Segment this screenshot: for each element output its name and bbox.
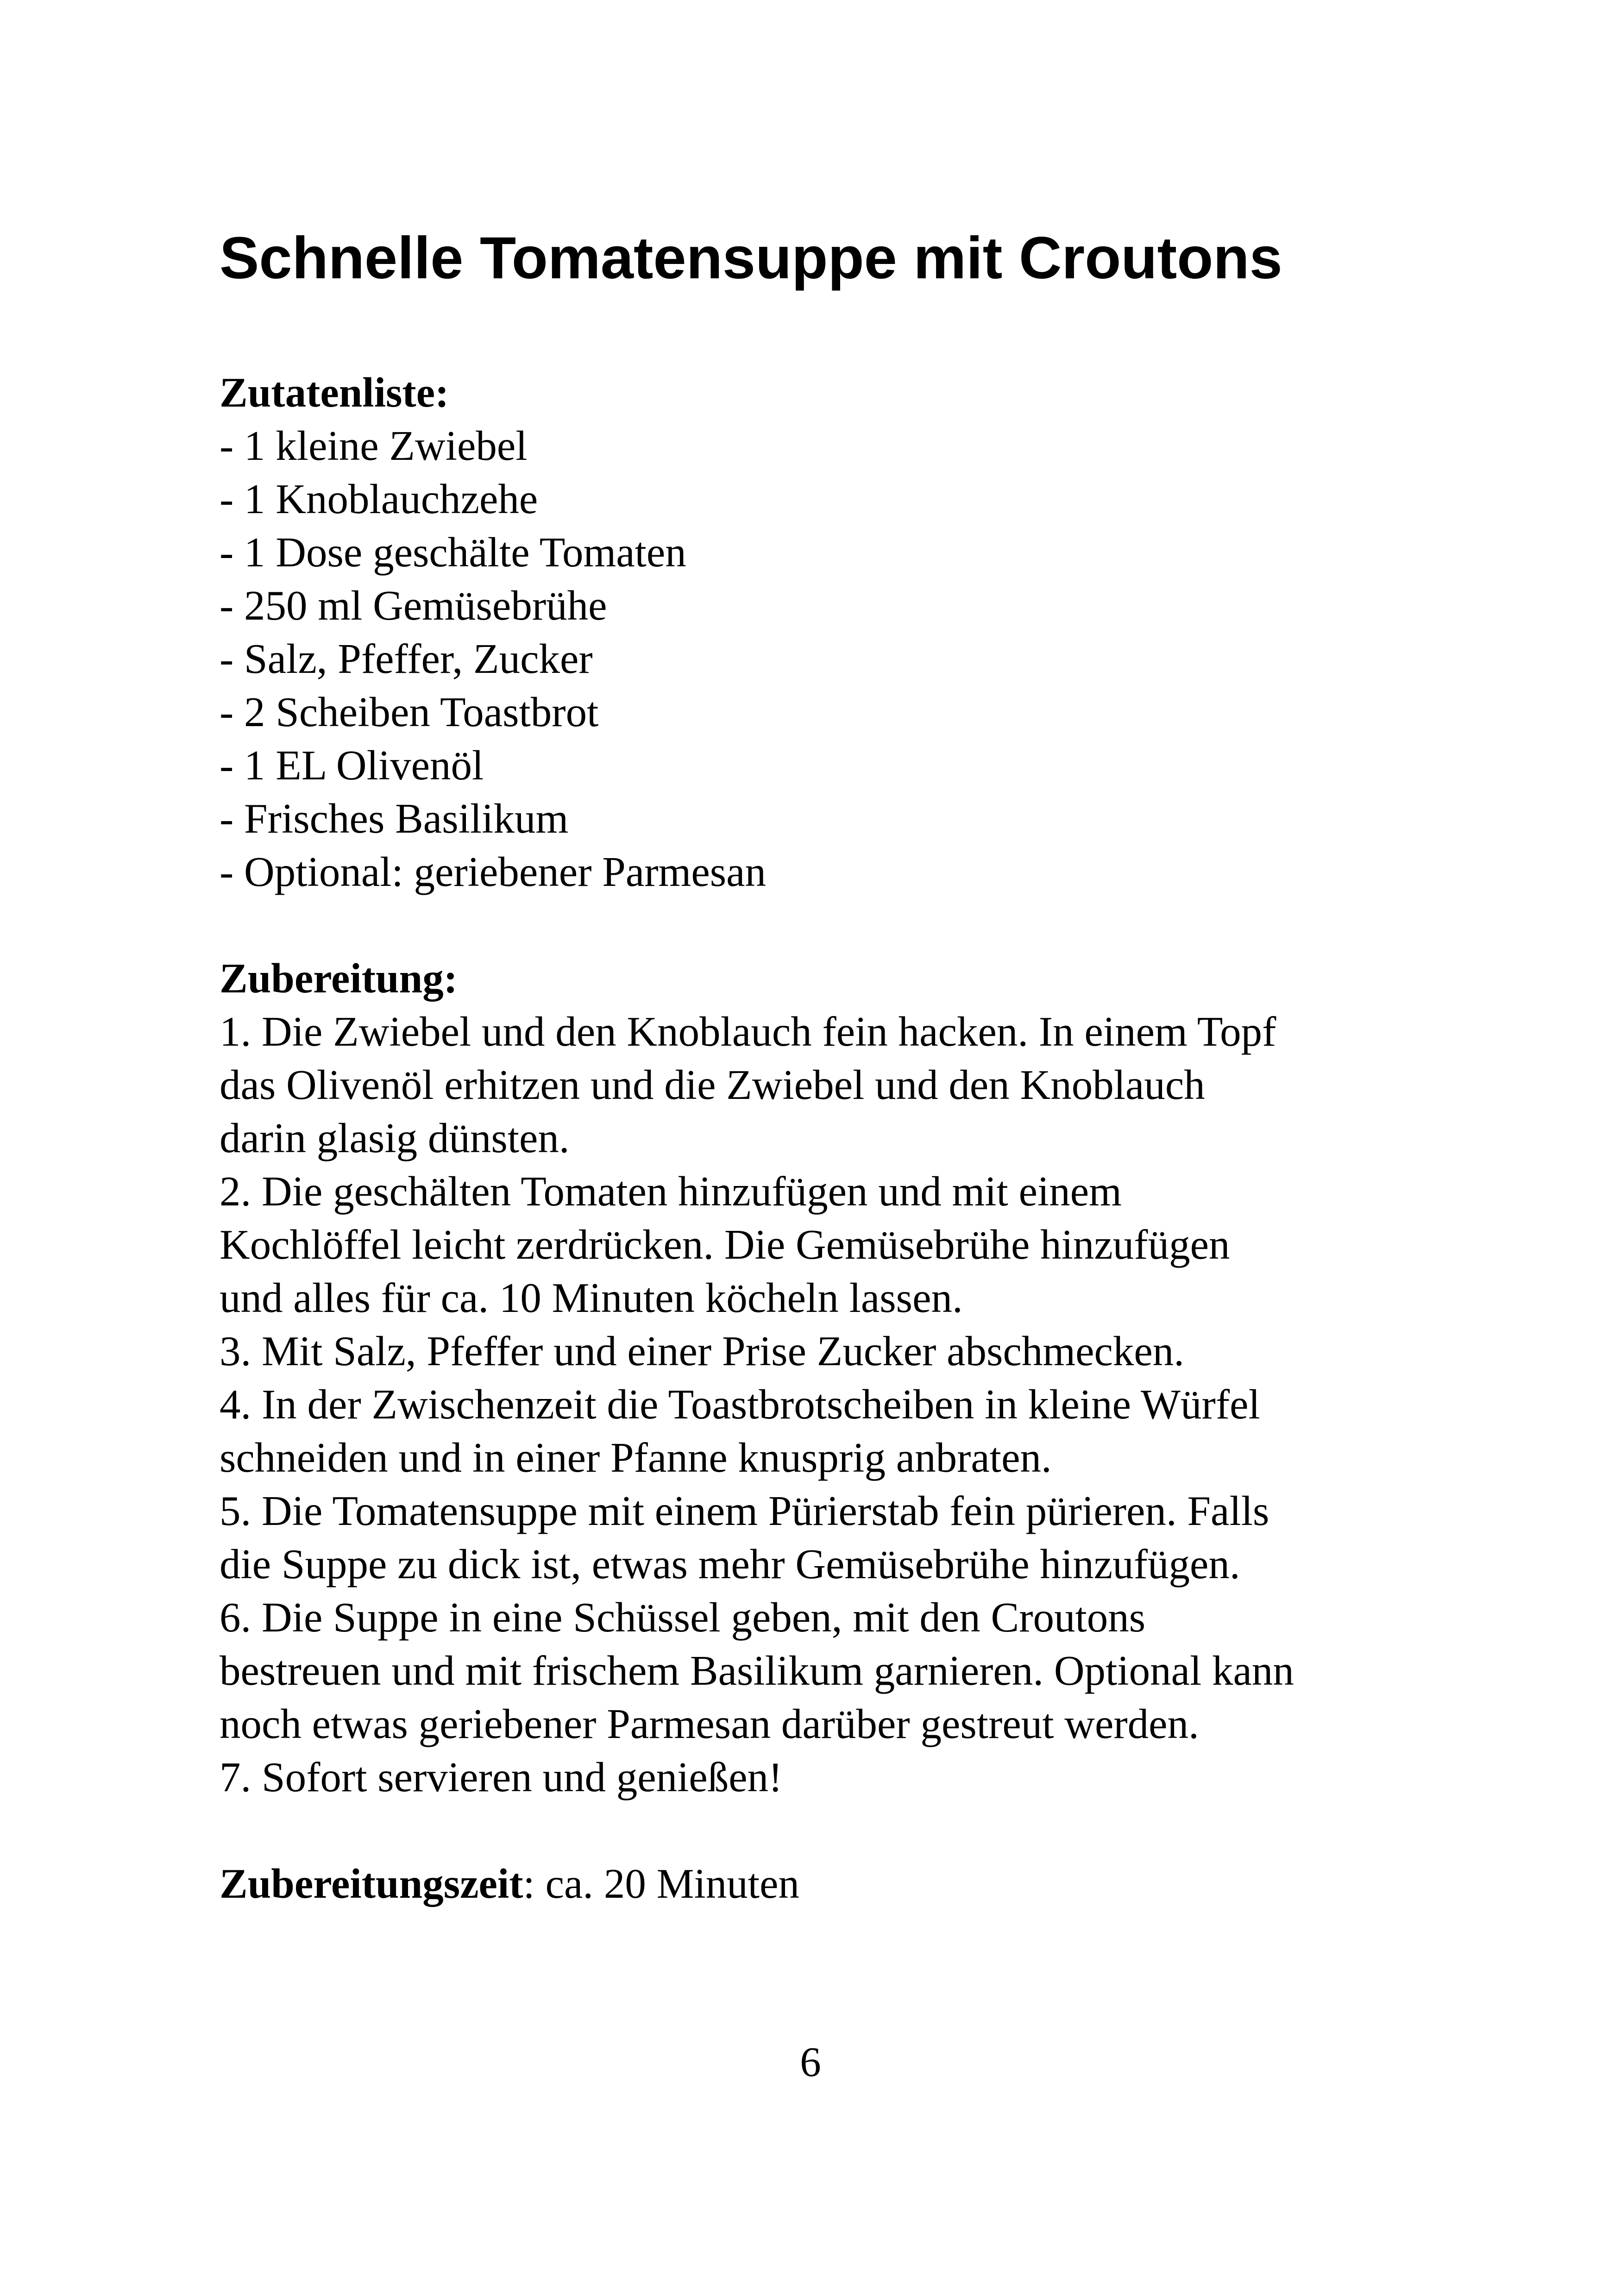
recipe-title: Schnelle Tomatensuppe mit Croutons: [220, 225, 1282, 291]
ingredient-item: - 1 Dose geschälte Tomaten: [220, 529, 686, 576]
preparation-line: noch etwas geriebener Parmesan darüber gestreut werden.: [220, 1700, 1199, 1747]
preparation-line: 2. Die geschälten Tomaten hinzufügen und mit einem: [220, 1168, 1122, 1215]
ingredient-item: - 250 ml Gemüsebrühe: [220, 582, 607, 629]
ingredient-item: - 1 kleine Zwiebel: [220, 422, 528, 469]
recipe-body: [220, 366, 1447, 1910]
prep-time: [220, 1857, 1447, 1910]
prep-time-value: : ca. 20 Minuten: [523, 1860, 799, 1907]
preparation-line: 3. Mit Salz, Pfeffer und einer Prise Zucker abschmecken.: [220, 1328, 1185, 1374]
prep-time-label: Zubereitungszeit: [220, 1860, 523, 1907]
preparation-line: 1. Die Zwiebel und den Knoblauch fein hacken. In einem Topf: [220, 1008, 1276, 1055]
section-spacer: [220, 1804, 1447, 1857]
preparation-line: Kochlöffel leicht zerdrücken. Die Gemüsebrühe hinzufügen: [220, 1221, 1230, 1268]
ingredients-heading: Zutatenliste:: [220, 369, 449, 416]
preparation-line: darin glasig dünsten.: [220, 1115, 570, 1161]
preparation-steps: [220, 1005, 1447, 1804]
ingredients-list: [220, 419, 1447, 898]
page-number: 6: [800, 2039, 821, 2085]
preparation-heading: Zubereitung:: [220, 955, 458, 1002]
preparation-line: bestreuen und mit frischem Basilikum garnieren. Optional kann: [220, 1647, 1294, 1694]
preparation-line: die Suppe zu dick ist, etwas mehr Gemüsebrühe hinzufügen.: [220, 1541, 1240, 1587]
preparation-line: und alles für ca. 10 Minuten köcheln lassen.: [220, 1274, 963, 1321]
ingredient-item: - 1 EL Olivenöl: [220, 742, 484, 789]
ingredient-item: - 1 Knoblauchzehe: [220, 476, 538, 522]
ingredient-item: - Salz, Pfeffer, Zucker: [220, 635, 593, 682]
preparation-line: 4. In der Zwischenzeit die Toastbrotscheiben in kleine Würfel: [220, 1381, 1260, 1428]
section-spacer: [220, 898, 1447, 952]
ingredient-item: - Frisches Basilikum: [220, 795, 569, 842]
ingredient-item: - Optional: geriebener Parmesan: [220, 848, 767, 895]
preparation-line: 7. Sofort servieren und genießen!: [220, 1754, 783, 1800]
preparation-line: schneiden und in einer Pfanne knusprig anbraten.: [220, 1434, 1052, 1481]
preparation-line: das Olivenöl erhitzen und die Zwiebel und den Knoblauch: [220, 1061, 1205, 1108]
preparation-line: 6. Die Suppe in eine Schüssel geben, mit den Croutons: [220, 1594, 1146, 1641]
preparation-line: 5. Die Tomatensuppe mit einem Pürierstab fein pürieren. Falls: [220, 1487, 1269, 1534]
ingredient-item: - 2 Scheiben Toastbrot: [220, 689, 599, 735]
